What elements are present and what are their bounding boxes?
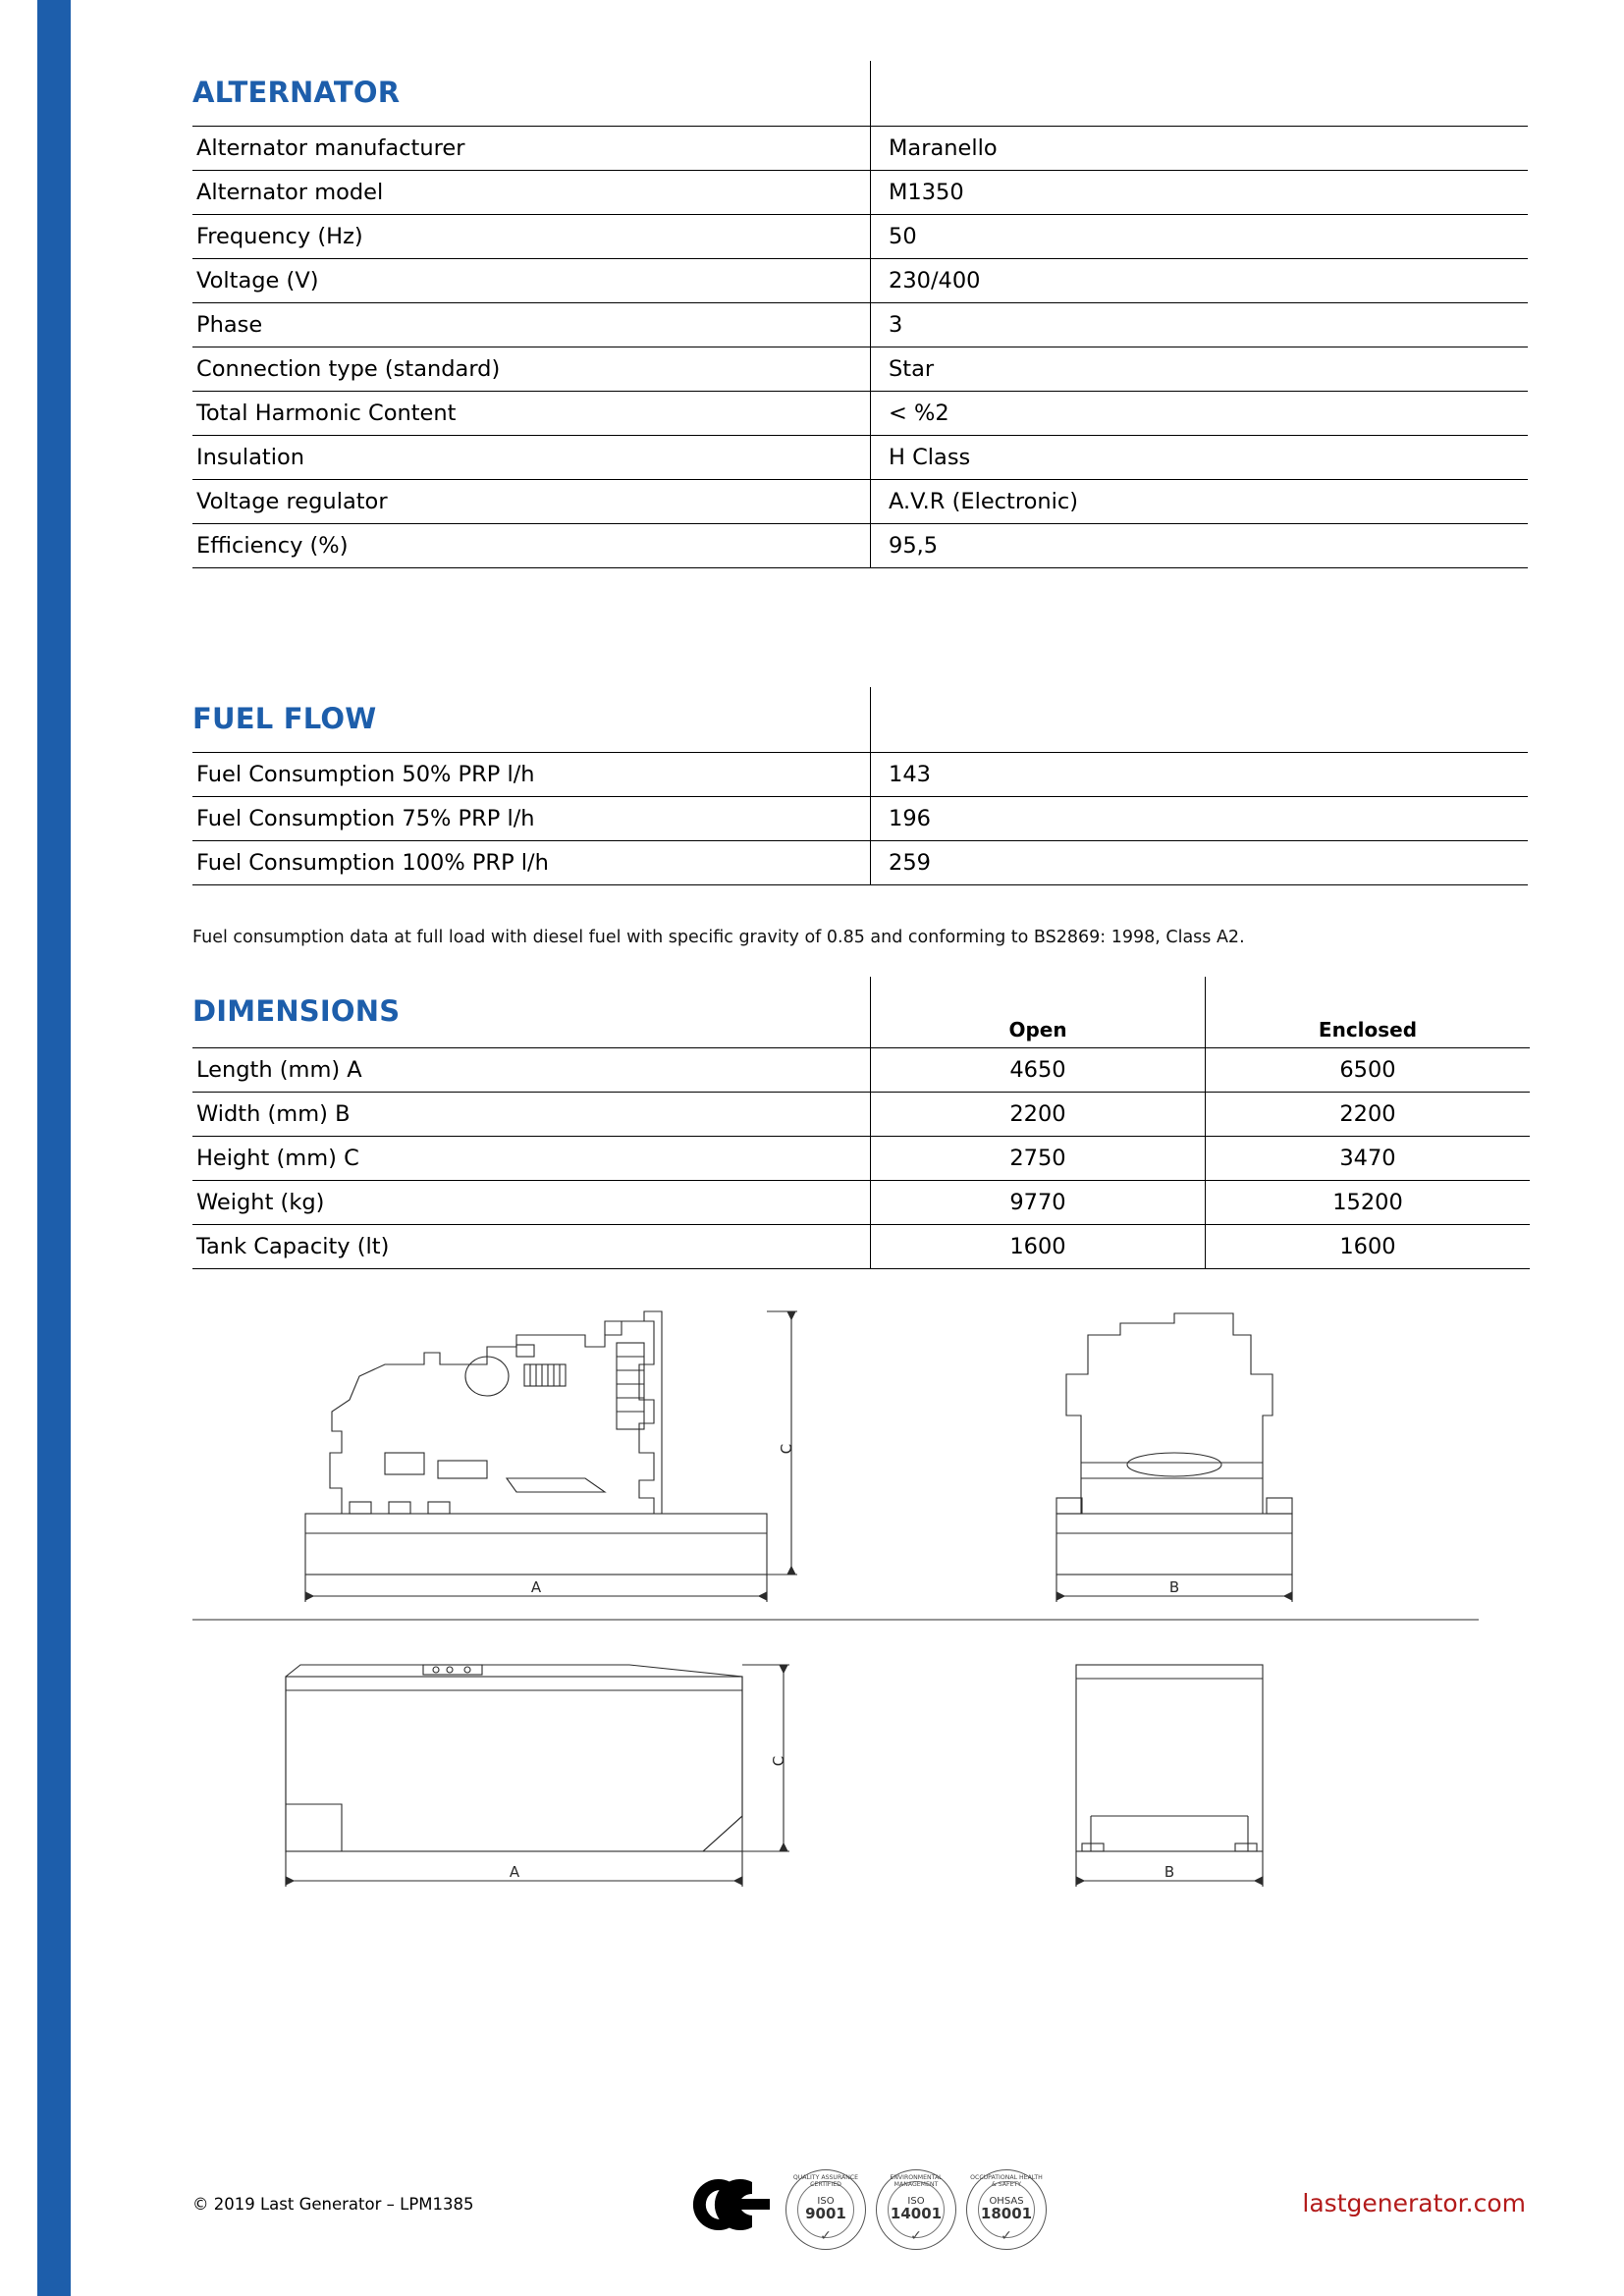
fuel-flow-title-spacer (871, 687, 1529, 753)
row-label: Fuel Consumption 100% PRP l/h (192, 841, 871, 885)
row-value: 230/400 (871, 259, 1529, 303)
row-value-enclosed: 6500 (1206, 1048, 1531, 1093)
row-value-open: 1600 (871, 1225, 1206, 1269)
row-label: Voltage regulator (192, 480, 871, 524)
ohsas-18001-number: 18001 (980, 2205, 1033, 2223)
alternator-section (192, 61, 1528, 568)
table-row (192, 171, 1528, 215)
iso-9001-badge (785, 2169, 866, 2250)
row-value-enclosed: 2200 (1206, 1093, 1531, 1137)
fuel-flow-title-row (192, 687, 1528, 753)
row-label: Phase (192, 303, 871, 347)
row-label: Fuel Consumption 50% PRP l/h (192, 753, 871, 797)
table-row (192, 1137, 1530, 1181)
fuel-consumption-note: Fuel consumption data at full load with diesel fuel with specific gravity of 0.85 and conforming to BS2869: 1998, Class A2. (192, 928, 1245, 947)
table-row (192, 524, 1528, 568)
row-value: 259 (871, 841, 1529, 885)
row-value: < %2 (871, 392, 1529, 436)
row-value: A.V.R (Electronic) (871, 480, 1529, 524)
page-title-alternator: ALTERNATOR (192, 76, 401, 110)
row-label: Alternator manufacturer (192, 127, 871, 171)
table-row (192, 797, 1528, 841)
row-label: Width (mm) B (192, 1093, 871, 1137)
svg-text:C: C (778, 1443, 795, 1455)
table-row (192, 436, 1528, 480)
row-value: 196 (871, 797, 1529, 841)
fuel-flow-title-cell (192, 687, 871, 753)
row-value: H Class (871, 436, 1529, 480)
table-row (192, 215, 1528, 259)
iso-9001-ring-text: QUALITY ASSURANCE CERTIFIED (792, 2174, 859, 2188)
row-value: Star (871, 347, 1529, 392)
table-row (192, 1225, 1530, 1269)
ce-mark-icon (687, 2174, 795, 2239)
svg-text:C: C (770, 1755, 787, 1767)
alternator-title-spacer (871, 61, 1529, 127)
iso-14001-label: ISO (907, 2195, 925, 2207)
fuel-flow-section (192, 687, 1528, 885)
row-value-open: 4650 (871, 1048, 1206, 1093)
svg-text:B: B (1168, 1578, 1180, 1596)
row-label: Connection type (standard) (192, 347, 871, 392)
table-row (192, 127, 1528, 171)
copyright-text: © 2019 Last Generator – LPM1385 (192, 2195, 474, 2214)
row-label: Tank Capacity (lt) (192, 1225, 871, 1269)
svg-text:A: A (509, 1863, 520, 1881)
row-value: 143 (871, 753, 1529, 797)
ohsas-18001-badge (966, 2169, 1047, 2250)
row-label: Height (mm) C (192, 1137, 871, 1181)
row-label: Length (mm) A (192, 1048, 871, 1093)
row-value: 3 (871, 303, 1529, 347)
left-accent-bar (37, 0, 71, 2296)
page-title-fuel-flow: FUEL FLOW (192, 702, 377, 736)
row-value-open: 2750 (871, 1137, 1206, 1181)
table-row (192, 480, 1528, 524)
svg-text:B: B (1164, 1863, 1175, 1881)
alternator-title-row (192, 61, 1528, 127)
column-header-open: Open (871, 977, 1206, 1048)
row-label: Alternator model (192, 171, 871, 215)
row-value-enclosed: 1600 (1206, 1225, 1531, 1269)
row-label: Efficiency (%) (192, 524, 871, 568)
iso-14001-ring-text: ENVIRONMENTAL MANAGEMENT (890, 2174, 943, 2188)
table-row (192, 753, 1528, 797)
page-title-dimensions: DIMENSIONS (192, 994, 401, 1029)
row-value: Maranello (871, 127, 1529, 171)
row-label: Total Harmonic Content (192, 392, 871, 436)
row-value-enclosed: 15200 (1206, 1181, 1531, 1225)
technical-drawing (192, 1306, 1528, 2032)
check-icon: ✓ (910, 2228, 922, 2244)
row-label: Voltage (V) (192, 259, 871, 303)
ohsas-18001-ring-text: OCCUPATIONAL HEALTH & SAFETY (970, 2174, 1043, 2188)
iso-14001-badge (876, 2169, 956, 2250)
table-row (192, 1048, 1530, 1093)
svg-text:A: A (530, 1578, 542, 1596)
row-label: Insulation (192, 436, 871, 480)
row-label: Frequency (Hz) (192, 215, 871, 259)
dimensions-section (192, 977, 1528, 1269)
row-label: Weight (kg) (192, 1181, 871, 1225)
row-value-enclosed: 3470 (1206, 1137, 1531, 1181)
dimensions-header-row (192, 977, 1530, 1048)
certification-badges (785, 2169, 1047, 2250)
row-value-open: 9770 (871, 1181, 1206, 1225)
table-row (192, 347, 1528, 392)
iso-9001-number: 9001 (805, 2205, 846, 2223)
table-row (192, 259, 1528, 303)
alternator-table (192, 61, 1528, 568)
fuel-flow-table (192, 687, 1528, 885)
table-row (192, 1181, 1530, 1225)
table-row (192, 303, 1528, 347)
dimensions-title-cell (192, 977, 871, 1048)
alternator-title-cell (192, 61, 871, 127)
row-value: 50 (871, 215, 1529, 259)
row-value: 95,5 (871, 524, 1529, 568)
table-row (192, 841, 1528, 885)
dimensions-table (192, 977, 1530, 1269)
check-icon: ✓ (1001, 2228, 1012, 2244)
column-header-enclosed: Enclosed (1206, 977, 1531, 1048)
iso-9001-label: ISO (817, 2195, 835, 2207)
table-row (192, 1093, 1530, 1137)
row-value: M1350 (871, 171, 1529, 215)
website-link[interactable]: lastgenerator.com (1302, 2189, 1526, 2217)
ohsas-18001-label: OHSAS (989, 2195, 1024, 2207)
row-label: Fuel Consumption 75% PRP l/h (192, 797, 871, 841)
row-value-open: 2200 (871, 1093, 1206, 1137)
check-icon: ✓ (820, 2228, 832, 2244)
iso-14001-number: 14001 (890, 2205, 943, 2223)
table-row (192, 392, 1528, 436)
